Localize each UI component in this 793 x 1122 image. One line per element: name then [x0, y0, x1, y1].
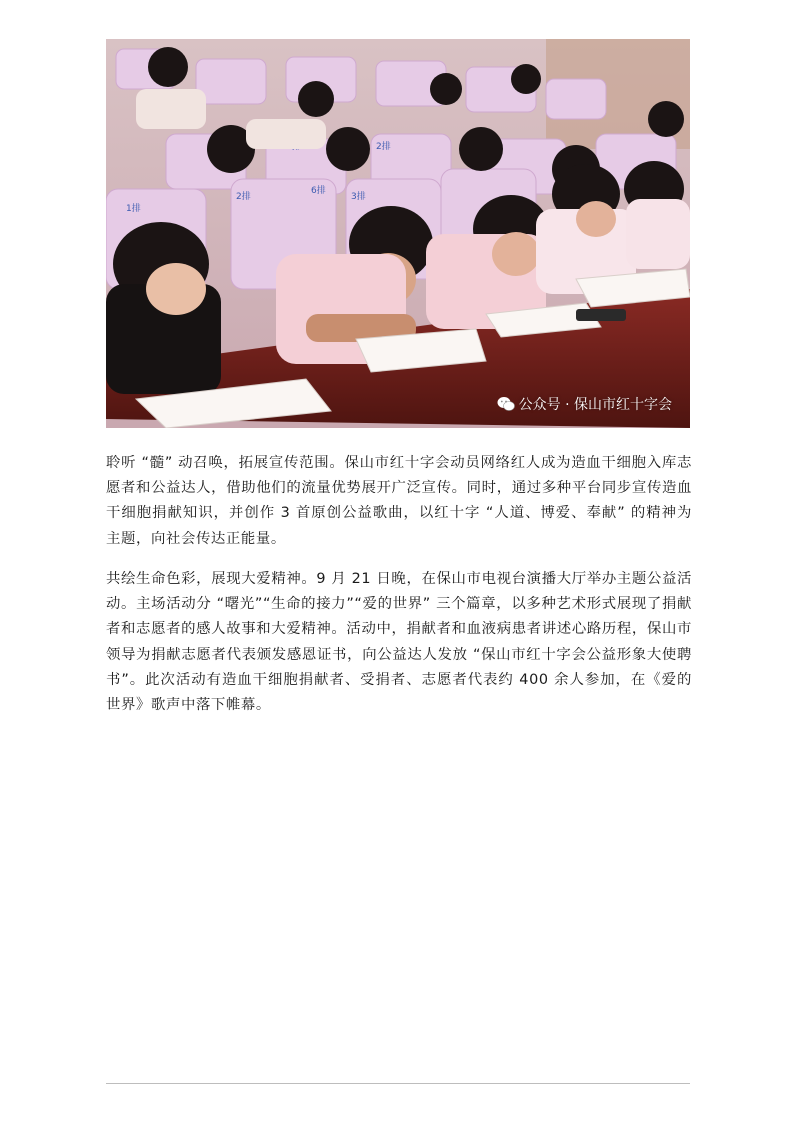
- footer-divider: [106, 1083, 690, 1084]
- seat-label: 2排: [236, 192, 251, 202]
- photo-watermark: [497, 394, 672, 414]
- watermark-text: 公众号 · 保山市红十字会: [518, 397, 672, 413]
- seat-label: 2排: [376, 142, 391, 152]
- article-photo: [106, 39, 690, 428]
- seat-label: 1排: [126, 204, 141, 214]
- paragraph-1: 聆听 “髓” 动召唤，拓展宣传范围。保山市红十字会动员网络红人成为造血干细胞入库志愿者和公益达人，借助他们的流量优势展开广泛宣传。同时，通过多种平台同步宣传造血干细胞捐献知识，并创作 3 首原创公益歌曲，以红十字 “人道、博爱、奉献” 的精神为主题，向社会传达正能量。: [106, 455, 692, 547]
- seat-label: 6排: [311, 186, 326, 196]
- photo-illustration: [106, 39, 690, 428]
- wechat-icon: [497, 396, 515, 412]
- paragraph-2: 共绘生命色彩，展现大爱精神。9 月 21 日晚，在保山市电视台演播大厅举办主题公益活动。主场活动分 “曙光”“生命的接力”“爱的世界” 三个篇章，以多种艺术形式展现了捐献者和志愿者的感人故事和大爱精神。活动中，捐献者和血液病患者讲述心路历程，保山市领导为捐献志愿者代表颁发感恩证书，向公益达人发放 “保山市红十字会公益形象大使聘书”。此次活动有造血干细胞捐献者、受捐者、志愿者代表约 400 余人参加，在《爱的世界》歌声中落下帷幕。: [106, 571, 692, 714]
- seat-label: 3排: [351, 192, 366, 202]
